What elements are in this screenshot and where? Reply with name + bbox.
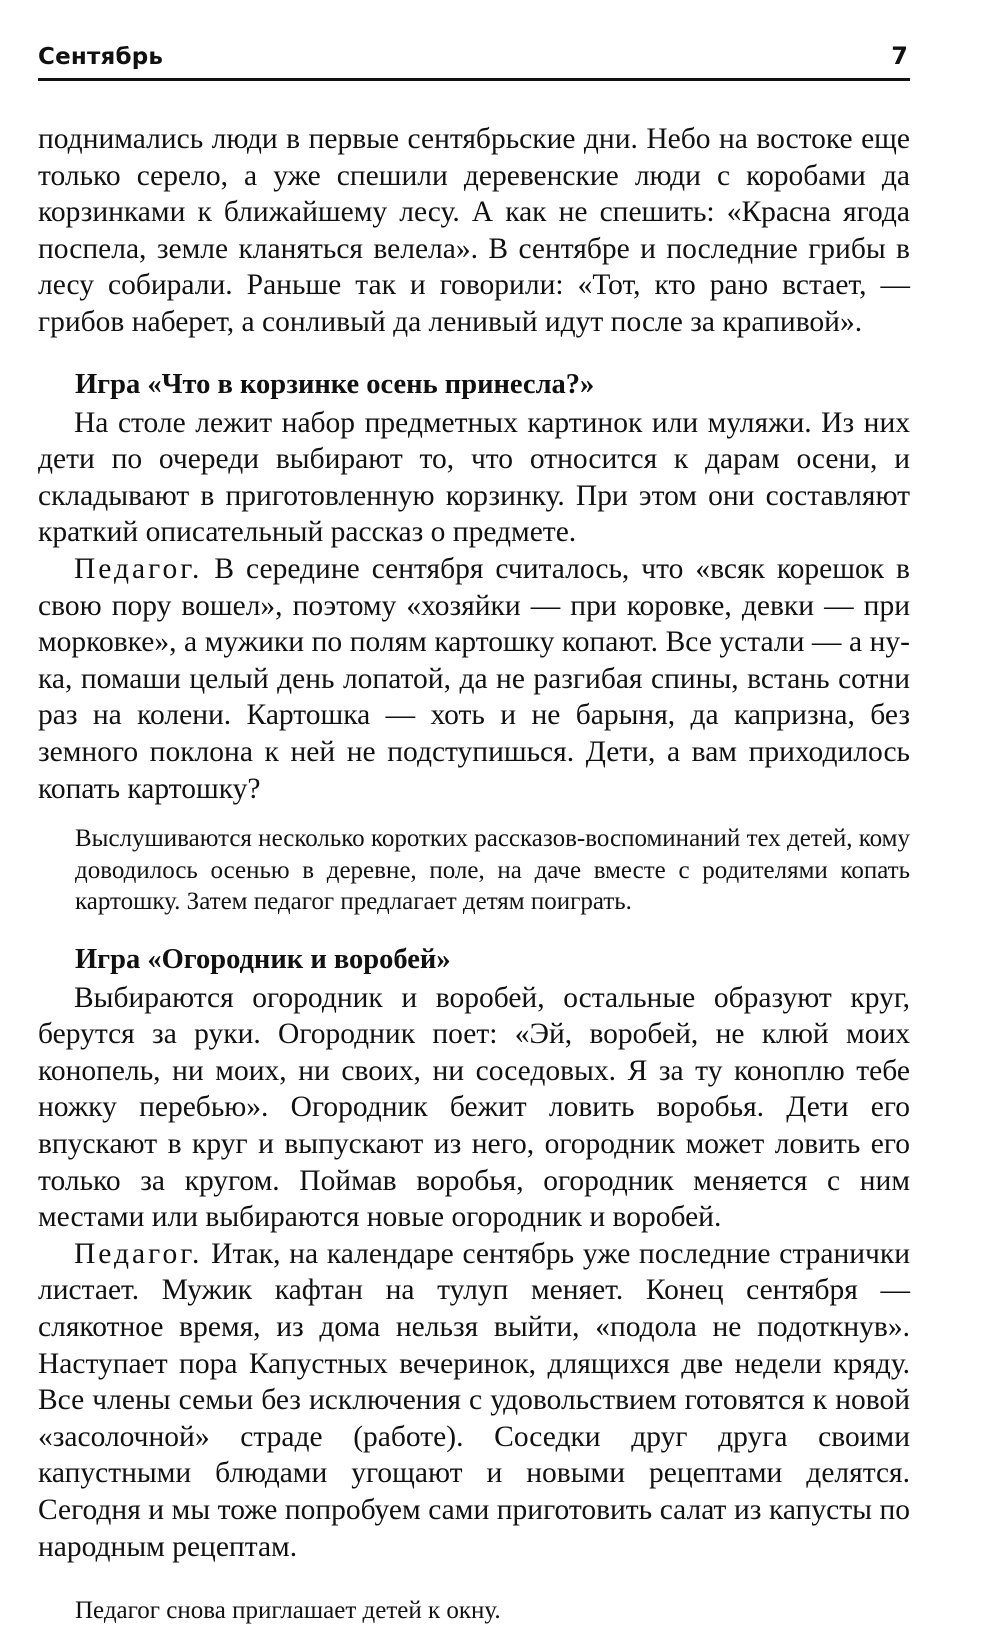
paragraph-teacher-potato xyxy=(38,551,910,807)
speaker-label: Педагог. xyxy=(74,1237,203,1270)
paragraph-game-gardener: Выбираются огородник и воробей, остальные образуют круг, берутся за руки. Огородник поет: «Эй, воробей, не клюй моих конопель, ни моих, ни своих, ни соседовых. Я за ту коноплю тебе ножку перебью». Огородник бежит ловить воробья. Дети его впускают в круг и выпускают из него, огородник может ловить его только за кругом. Поймав воробья, огородник меняется с ним местами или выбираются новые огородник и воробей. xyxy=(38,981,910,1234)
paragraph-teacher-cabbage xyxy=(38,1236,910,1565)
speaker-label: Педагог. xyxy=(74,552,203,585)
stage-note-window: Педагог снова приглашает детей к окну. xyxy=(75,1597,501,1625)
book-page xyxy=(38,30,910,1627)
game-heading-gardener: Игра «Огородник и воробей» xyxy=(75,943,451,975)
stage-note-stories: Выслушиваются несколько коротких рассказов-воспоминаний тех детей, кому доводилось осенью в деревне, поле, на даче вместе с родителями копать картошку. Затем педагог предлагает детям поиграть. xyxy=(75,825,910,916)
section-title: Сентябрь xyxy=(38,44,164,70)
game-heading-basket: Игра «Что в корзинке осень принесла?» xyxy=(75,368,595,400)
teacher-speech: В середине сентября считалось, что «всяк корешок в свою пору вошел», поэтому «хозяйки — при коровке, девки — при морковке», а мужики по полям картошку копают. Все устали — а ну-ка, помаши целый день лопатой, да не разгибая спины, встань сотни раз на колени. Картошка — хоть и не барыня, да капризна, без земного поклона к ней не подступишься. Дети, а вам приходилось копать картошку? xyxy=(38,552,910,805)
paragraph-game-basket: На столе лежит набор предметных картинок или муляжи. Из них дети по очереди выбирают то, что относится к дарам осени, и складывают в приготовленную корзинку. При этом они составляют краткий описательный рассказ о предмете. xyxy=(38,406,910,549)
paragraph-intro: поднимались люди в первые сентябрьские дни. Небо на востоке еще только серело, а уже спешили деревенские люди с коробами да корзинками к ближайшему лесу. А как не спешить: «Красна ягода поспела, земле кланяться велела». В сентябре и последние грибы в лесу собирали. Раньше так и говорили: «Тот, кто рано встает, — грибов наберет, а сонливый да ленивый идут после за крапивой». xyxy=(38,123,910,338)
running-header xyxy=(38,30,910,81)
teacher-speech: Итак, на календаре сентябрь уже последние странички листает. Мужик кафтан на тулуп меняет. Конец сентября — слякотное время, из дома нельзя выйти, «подола не подоткнув». Наступает пора Капустных вечеринок, длящихся две недели кряду. Все члены семьи без исключения с удовольствием готовятся к новой «засолочной» страде (работе). Соседки друг друга своими капустными блюдами угощают и новыми рецептами делятся. Сегодня и мы тоже попробуем сами приготовить салат из капусты по народным рецептам. xyxy=(38,1237,910,1563)
page-number: 7 xyxy=(891,42,908,70)
